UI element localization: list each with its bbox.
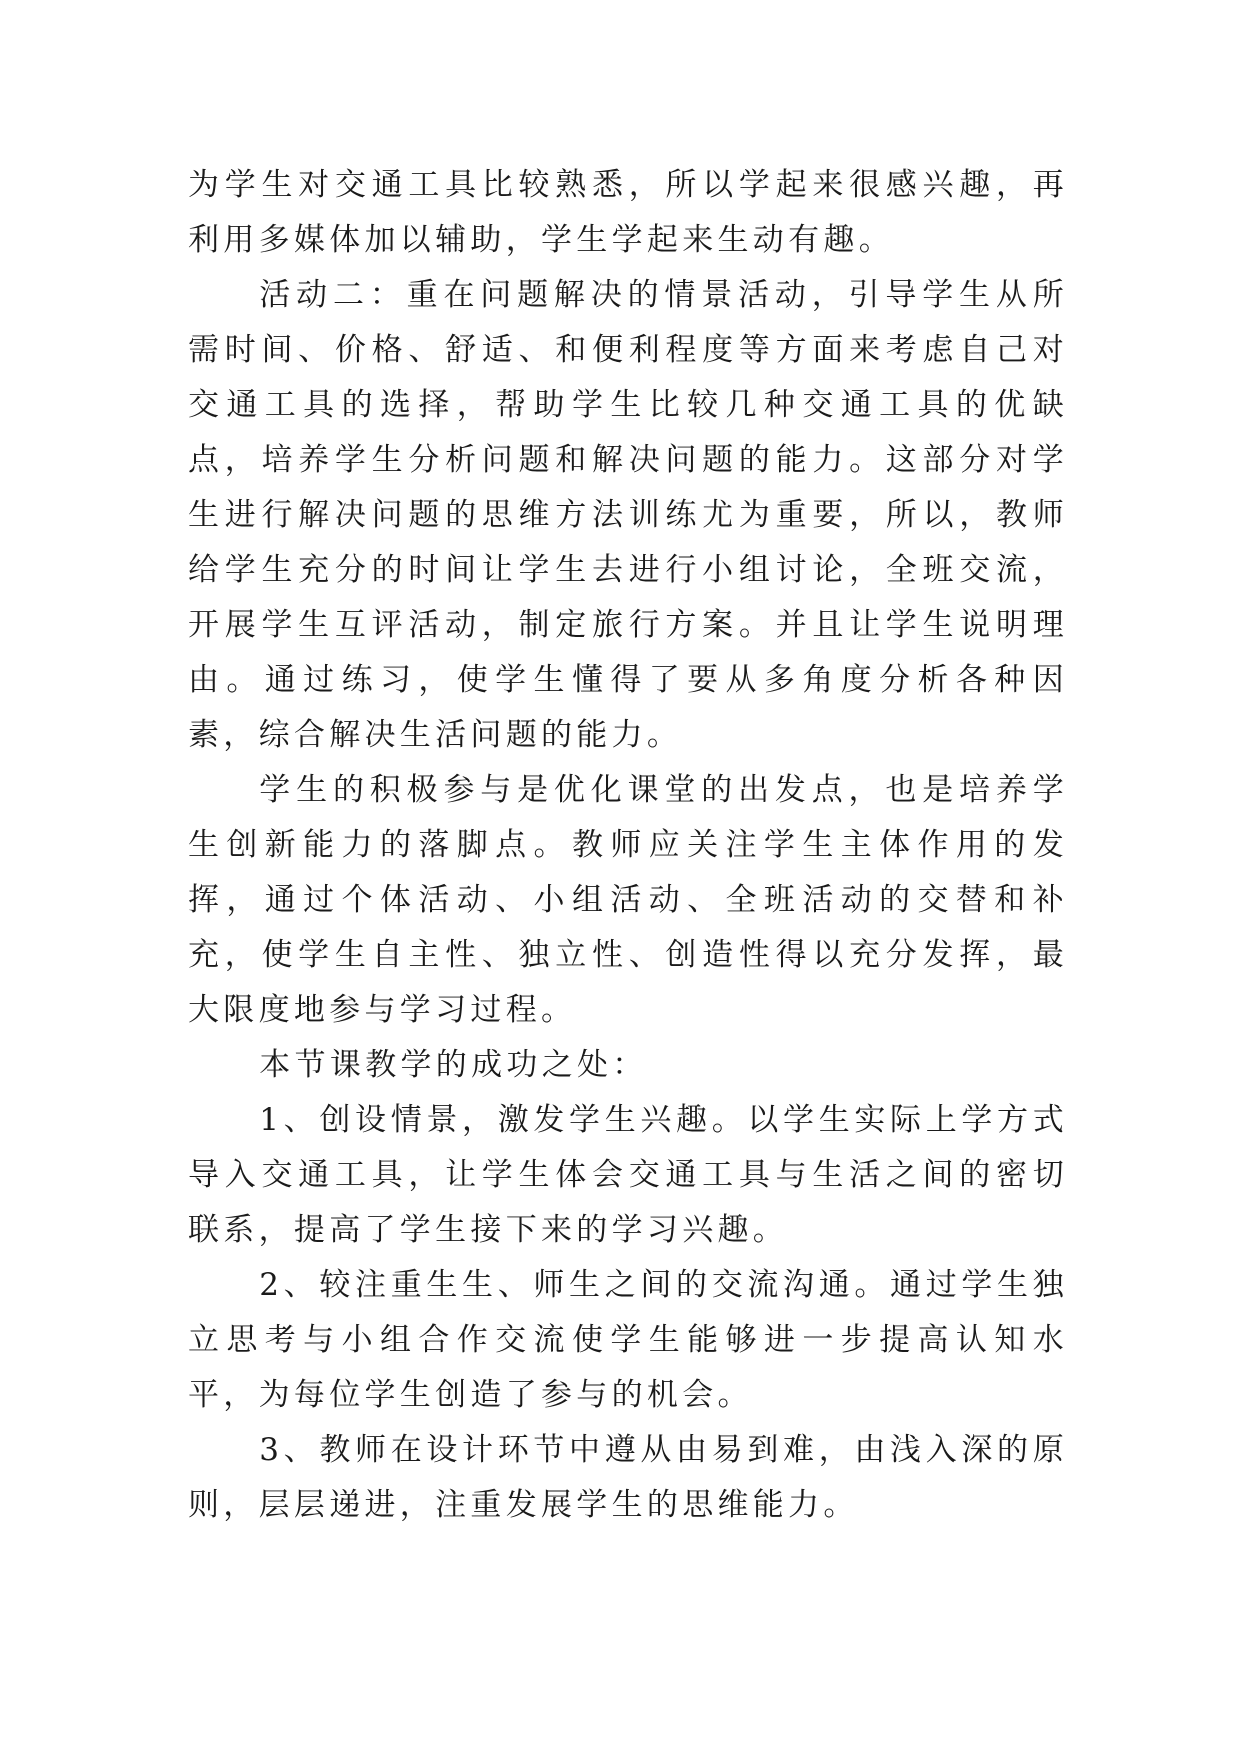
paragraph-point-1: 1、创设情景，激发学生兴趣。以学生实际上学方式导入交通工具，让学生体会交通工具与生活之间的密切联系，提高了学生接下来的学习兴趣。: [188, 1102, 1068, 1248]
paragraph-success-heading: 本节课教学的成功之处：: [259, 1047, 648, 1083]
paragraph-point-3: 3、教师在设计环节中遵从由易到难，由浅入深的原则，层层递进，注重发展学生的思维能力。: [188, 1432, 1068, 1523]
paragraph-point-2: 2、较注重生生、师生之间的交流沟通。通过学生独立思考与小组合作交流使学生能够进一步提高认知水平，为每位学生创造了参与的机会。: [188, 1267, 1068, 1413]
paragraph-continuation: 为学生对交通工具比较熟悉，所以学起来很感兴趣，再利用多媒体加以辅助，学生学起来生动有趣。: [188, 167, 1068, 258]
paragraph-activity-two: 活动二：重在问题解决的情景活动，引导学生从所需时间、价格、舒适、和便利程度等方面来考虑自己对交通工具的选择，帮助学生比较几种交通工具的优缺点，培养学生分析问题和解决问题的能力。这部分对学生进行解决问题的思维方法训练尤为重要，所以，教师给学生充分的时间让学生去进行小组讨论，全班交流，开展学生互评活动，制定旅行方案。并且让学生说明理由。通过练习，使学生懂得了要从多角度分析各种因素，综合解决生活问题的能力。: [188, 277, 1068, 753]
document-body: [188, 158, 1068, 1533]
paragraph-student-participation: 学生的积极参与是优化课堂的出发点，也是培养学生创新能力的落脚点。教师应关注学生主体作用的发挥，通过个体活动、小组活动、全班活动的交替和补充，使学生自主性、独立性、创造性得以充分发挥，最大限度地参与学习过程。: [188, 772, 1068, 1028]
